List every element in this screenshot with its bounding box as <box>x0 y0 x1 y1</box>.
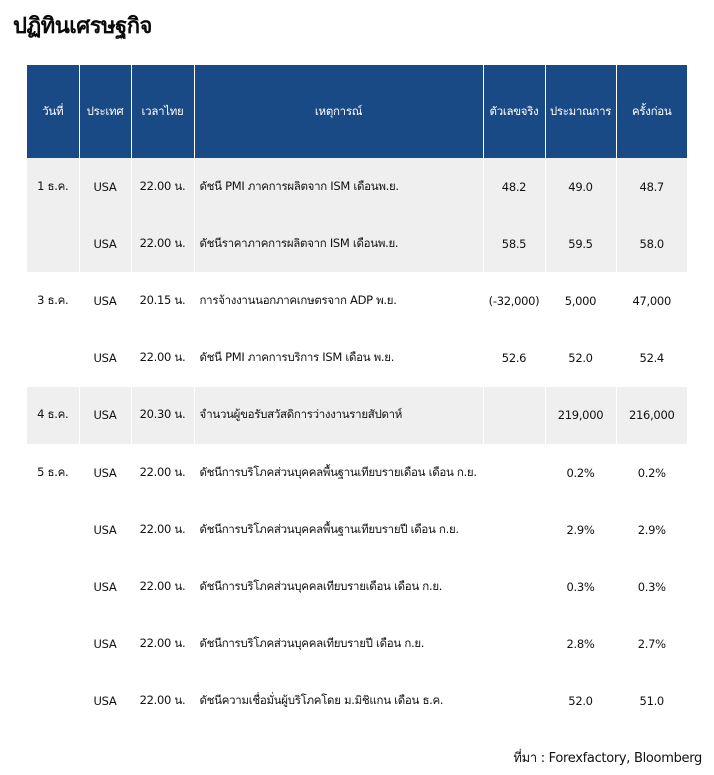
actual-cell <box>483 387 545 444</box>
country-cell: USA <box>79 158 131 215</box>
event-cell: ดัชนีการบริโภคส่วนบุคคลพื้นฐานเทียบรายปี เดือน ก.ย. <box>194 501 483 558</box>
forecast-cell: 2.9% <box>545 501 616 558</box>
table-row <box>27 158 687 215</box>
forecast-cell: 0.3% <box>545 558 616 615</box>
table-row <box>27 616 687 673</box>
actual-cell <box>483 558 545 615</box>
previous-cell: 216,000 <box>616 387 687 444</box>
previous-cell: 2.9% <box>616 501 687 558</box>
table-row <box>27 272 687 329</box>
time-cell: 22.00 น. <box>131 616 194 673</box>
page-title: ปฏิทินเศรษฐกิจ <box>13 14 152 39</box>
header-row <box>27 65 687 158</box>
forecast-cell: 49.0 <box>545 158 616 215</box>
event-cell: การจ้างงานนอกภาคเกษตรจาก ADP พ.ย. <box>194 272 483 329</box>
header-event: เหตุการณ์ <box>194 65 483 158</box>
forecast-cell: 2.8% <box>545 616 616 673</box>
actual-cell <box>483 501 545 558</box>
country-cell: USA <box>79 387 131 444</box>
previous-cell: 0.2% <box>616 444 687 501</box>
country-cell: USA <box>79 501 131 558</box>
country-cell: USA <box>79 616 131 673</box>
event-cell: ดัชนี PMI ภาคการบริการ ISM เดือน พ.ย. <box>194 330 483 387</box>
table-row <box>27 387 687 444</box>
time-cell: 22.00 น. <box>131 501 194 558</box>
forecast-cell: 59.5 <box>545 215 616 272</box>
time-cell: 22.00 น. <box>131 330 194 387</box>
date-cell <box>27 330 79 387</box>
previous-cell: 51.0 <box>616 673 687 730</box>
header-previous: ครั้งก่อน <box>616 65 687 158</box>
date-cell: 1 ธ.ค. <box>27 158 79 215</box>
header-date: วันที่ <box>27 65 79 158</box>
country-cell: USA <box>79 673 131 730</box>
event-cell: ดัชนีราคาภาคการผลิตจาก ISM เดือนพ.ย. <box>194 215 483 272</box>
forecast-cell: 5,000 <box>545 272 616 329</box>
header-country: ประเทศ <box>79 65 131 158</box>
forecast-cell: 52.0 <box>545 330 616 387</box>
event-cell: ดัชนีการบริโภคส่วนบุคคลเทียบรายเดือน เดือน ก.ย. <box>194 558 483 615</box>
actual-cell <box>483 673 545 730</box>
source-note: ที่มา : Forexfactory, Bloomberg <box>513 751 702 766</box>
time-cell: 22.00 น. <box>131 158 194 215</box>
header-actual: ตัวเลขจริง <box>483 65 545 158</box>
table-row <box>27 215 687 272</box>
actual-cell: 48.2 <box>483 158 545 215</box>
previous-cell: 0.3% <box>616 558 687 615</box>
time-cell: 20.15 น. <box>131 272 194 329</box>
table-row <box>27 558 687 615</box>
date-cell <box>27 501 79 558</box>
table-row <box>27 501 687 558</box>
date-cell <box>27 558 79 615</box>
previous-cell: 52.4 <box>616 330 687 387</box>
date-cell <box>27 215 79 272</box>
previous-cell: 58.0 <box>616 215 687 272</box>
header-forecast: ประมาณการ <box>545 65 616 158</box>
table-row <box>27 330 687 387</box>
forecast-cell: 52.0 <box>545 673 616 730</box>
event-cell: ดัชนี PMI ภาคการผลิตจาก ISM เดือนพ.ย. <box>194 158 483 215</box>
previous-cell: 48.7 <box>616 158 687 215</box>
date-cell: 5 ธ.ค. <box>27 444 79 501</box>
country-cell: USA <box>79 444 131 501</box>
time-cell: 22.00 น. <box>131 558 194 615</box>
time-cell: 20.30 น. <box>131 387 194 444</box>
actual-cell: 52.6 <box>483 330 545 387</box>
actual-cell: (-32,000) <box>483 272 545 329</box>
actual-cell: 58.5 <box>483 215 545 272</box>
time-cell: 22.00 น. <box>131 444 194 501</box>
actual-cell <box>483 444 545 501</box>
date-cell: 3 ธ.ค. <box>27 272 79 329</box>
country-cell: USA <box>79 215 131 272</box>
actual-cell <box>483 616 545 673</box>
forecast-cell: 0.2% <box>545 444 616 501</box>
forecast-cell: 219,000 <box>545 387 616 444</box>
event-cell: ดัชนีการบริโภคส่วนบุคคลเทียบรายปี เดือน ก.ย. <box>194 616 483 673</box>
previous-cell: 2.7% <box>616 616 687 673</box>
event-cell: จำนวนผู้ขอรับสวัสดิการว่างงานรายสัปดาห์ <box>194 387 483 444</box>
date-cell: 4 ธ.ค. <box>27 387 79 444</box>
country-cell: USA <box>79 558 131 615</box>
country-cell: USA <box>79 272 131 329</box>
time-cell: 22.00 น. <box>131 215 194 272</box>
event-cell: ดัชนีความเชื่อมั่นผู้บริโภคโดย ม.มิชิแกน เดือน ธ.ค. <box>194 673 483 730</box>
date-cell <box>27 616 79 673</box>
table-row <box>27 673 687 730</box>
time-cell: 22.00 น. <box>131 673 194 730</box>
table-row <box>27 444 687 501</box>
header-time: เวลาไทย <box>131 65 194 158</box>
event-cell: ดัชนีการบริโภคส่วนบุคคลพื้นฐานเทียบรายเดือน เดือน ก.ย. <box>194 444 483 501</box>
economic-calendar-table <box>27 65 687 730</box>
date-cell <box>27 673 79 730</box>
country-cell: USA <box>79 330 131 387</box>
previous-cell: 47,000 <box>616 272 687 329</box>
